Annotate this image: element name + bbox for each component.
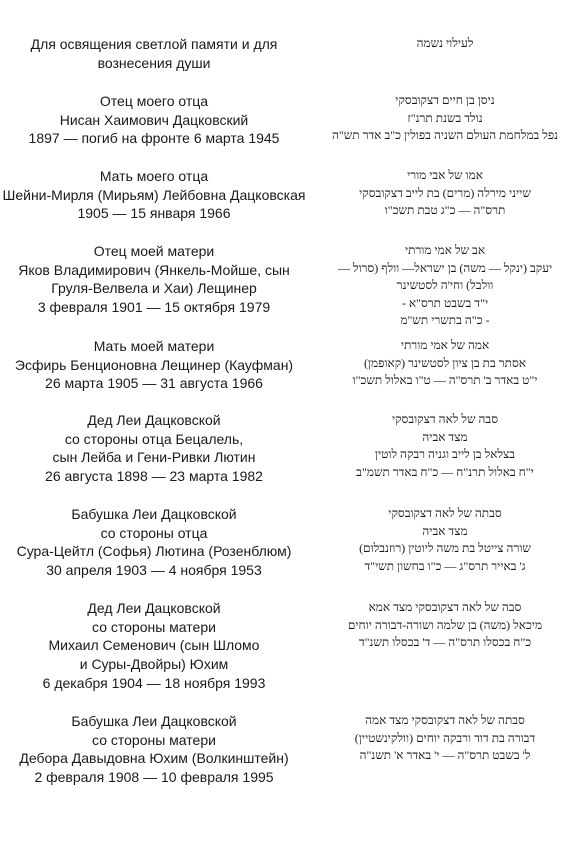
text-line: אמה של אמי מורתי xyxy=(400,338,490,352)
text-line: ניסן בן חיים דצקובסקי xyxy=(395,93,495,107)
text-line: מיכאל (משה) בן שלמה ושורה-דבורה יוחים xyxy=(347,617,543,632)
entry-name: Шейни-Мирля (Мирьям) Лейбовна Дацковская xyxy=(2,186,306,203)
text-line: סבתה של לאה דצקובסקי מצד אמה xyxy=(365,713,525,727)
entry-name: Михаил Семенович (сын Шломо xyxy=(48,637,260,654)
entry-name: со стороны матери xyxy=(92,618,216,635)
text-line: וולבל) וחי'ה לסטשינר xyxy=(396,278,494,292)
entry-dates: 6 декабря 1904 — 18 ноября 1993 xyxy=(42,674,266,691)
text-line: כ"ח בכסלו תרס"ה — ד' בכסלו תשנ"ד xyxy=(358,635,532,649)
entry-heading: Отец моего отца xyxy=(99,93,209,109)
text-line: שייני מירלה (מרים) בת לייב דצקובסקי xyxy=(359,185,531,200)
text-line: Для освящения светлой памяти и для xyxy=(30,36,278,52)
russian-entry xyxy=(0,92,308,148)
entry-name: со стороны отца xyxy=(100,524,208,541)
entry-heading: Бабушка Леи Дацковской xyxy=(71,506,237,522)
russian-entry xyxy=(0,599,308,693)
entry-dates: 1905 — 15 января 1966 xyxy=(77,205,231,222)
text-line: תרס"ה — כ"ג טבת תשכ"ו xyxy=(384,203,506,217)
text-line: - כ"ה בתשרי תש"מ xyxy=(400,313,490,327)
hebrew-entry xyxy=(320,242,570,330)
text-line: י"ח באלול תרנ"ח — כ"ח באדר תשמ"ב xyxy=(356,464,534,479)
text-line: אסתר בת בן ציון לסטשינר (קאופמן) xyxy=(363,355,527,370)
entry-name: Нисан Хаимович Дацковский xyxy=(59,111,249,128)
entry-heading: Мать моего отца xyxy=(99,168,209,184)
hebrew-entry xyxy=(320,599,570,652)
entry-name: Дебора Давыдовна Юхим (Волкинштейн) xyxy=(19,750,289,767)
hebrew-dedication xyxy=(320,35,570,53)
entry-heading: Дед Леи Дацковской xyxy=(87,412,221,428)
hebrew-entry xyxy=(320,712,570,765)
russian-entry xyxy=(0,411,308,486)
entry-dates: 3 февраля 1901 — 15 октября 1979 xyxy=(37,299,271,316)
text-line: דבורה בת דוד ורבקה יוחים (וולקינשטיין) xyxy=(354,730,536,745)
russian-dedication xyxy=(0,35,308,72)
entry-name: со стороны отца Бецалель, xyxy=(64,430,244,447)
entry-name: Сура-Цейтл (Софья) Лютина (Розенблюм) xyxy=(16,543,292,560)
text-line: אב של אמי מורתי xyxy=(404,243,486,257)
entry-name: со стороны матери xyxy=(92,731,216,748)
text-line: י"ד בשבט תרס"א - xyxy=(401,295,489,310)
entry-heading: Отец моей матери xyxy=(93,243,215,259)
text-line: יעקב (ינקל — משה) בן ישראל— וולף (סרול — xyxy=(337,260,553,275)
text-line: לעילוי נשמה xyxy=(416,36,474,50)
text-line: נפל במלחמת העולם השניה בפולין כ"ב אדר תש"ה xyxy=(331,128,559,142)
entry-heading: Дед Леи Дацковской xyxy=(87,600,221,616)
russian-entry xyxy=(0,242,308,317)
entry-dates: 26 марта 1905 — 31 августа 1966 xyxy=(45,375,263,392)
text-line: вознесения души xyxy=(97,54,211,71)
russian-entry xyxy=(0,712,308,787)
russian-entry xyxy=(0,167,308,223)
russian-entry xyxy=(0,337,308,393)
hebrew-entry xyxy=(320,505,570,575)
text-line: שורה צייטל בת משה ליוטין (רוזנבלום) xyxy=(359,541,531,555)
entry-name: Яков Владимирович (Янкель-Мойше, сын xyxy=(18,261,290,278)
text-line: בצלאל בן לייב וגניה רבקה לוטין xyxy=(374,447,516,461)
entry-name: Груля-Велвела и Хаи) Лещинер xyxy=(51,280,257,297)
text-line: אמו של אבי מורי xyxy=(407,168,483,182)
text-line: י"ט באדר ב' תרס"ה — ט"ו באלול תשכ"ו xyxy=(352,373,538,387)
text-line: סבתה של לאה דצקובסקי xyxy=(388,506,502,520)
entry-dates: 26 августа 1898 — 23 марта 1982 xyxy=(45,468,263,485)
entry-dates: 30 апреля 1903 — 4 ноября 1953 xyxy=(46,562,262,579)
entry-dates: 1897 — погиб на фронте 6 марта 1945 xyxy=(28,130,280,147)
entry-heading: Бабушка Леи Дацковской xyxy=(71,713,237,729)
hebrew-entry xyxy=(320,92,570,145)
entry-dates: 2 февраля 1908 — 10 февраля 1995 xyxy=(34,769,274,786)
entry-heading: Мать моей матери xyxy=(93,338,215,354)
russian-entry xyxy=(0,505,308,580)
entry-name: сын Лейба и Гени-Ривки Лютин xyxy=(52,449,256,466)
entry-name: Эсфирь Бенционовна Лещинер (Кауфман) xyxy=(14,356,294,373)
text-line: ל' בשבט תרס"ה — י' באדר א' תשנ"ה xyxy=(359,748,531,762)
hebrew-entry xyxy=(320,167,570,220)
text-line: סבה של לאה דצקובסקי מצד אמא xyxy=(368,600,522,614)
text-line: מצד אביה xyxy=(422,429,468,444)
hebrew-entry xyxy=(320,337,570,390)
entry-name: и Суры-Двойры) Юхим xyxy=(79,656,229,673)
text-line: מצד אביה xyxy=(422,523,468,538)
text-line: ג' באייר תרס"ג — כ"ו בחשון תשי"ד xyxy=(364,558,526,573)
text-line: סבה של לאה דצקובסקי xyxy=(391,412,499,426)
hebrew-entry xyxy=(320,411,570,481)
text-line: נולד בשנת תרנ"ז xyxy=(407,110,483,125)
